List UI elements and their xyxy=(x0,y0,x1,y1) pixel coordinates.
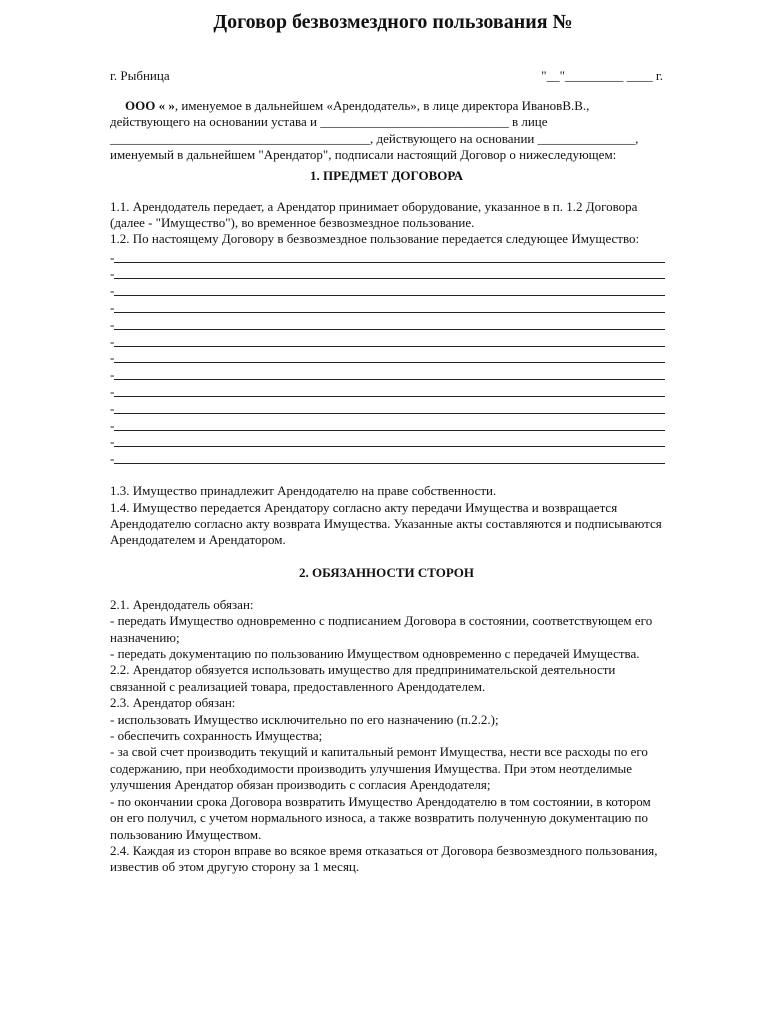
blank-line-rule xyxy=(114,386,665,397)
section-2-paragraph: 2.2. Арендатор обязуется использовать имущество для предпринимательской деятельности связанной с реализацией товара, предоставленного Арендодателем. xyxy=(110,662,616,694)
blank-line-rule xyxy=(114,420,665,431)
blank-line xyxy=(110,248,665,265)
section-2-paragraph: - использовать Имущество исключительно по его назначению (п.2.2.); xyxy=(110,711,499,727)
intro-text: , именуемое в дальнейшем «Арендодатель», в лице директора ИвановВ.В., действующего на основании устава и _____________________________ в лице ________________________________________, действующего на основании _______________, именуемый в дальнейшем "Арендатор", подписали настоящий Договор о нижеследующем: xyxy=(110,98,639,163)
blank-line xyxy=(110,382,665,399)
section-2-body xyxy=(110,597,663,876)
clause-1-2: 1.2. По настоящему Договору в безвозмездное пользование передается следующее Имущество: xyxy=(110,231,640,247)
blank-line-rule xyxy=(114,285,665,296)
blank-line xyxy=(110,349,665,366)
blank-line xyxy=(110,265,665,282)
blank-line-rule xyxy=(114,369,665,380)
section-2-paragraph: - передать документацию по пользованию Имуществом одновременно с передачей Имущества. xyxy=(110,646,640,662)
document-title: Договор безвозмездного пользования № xyxy=(213,11,573,33)
blank-line xyxy=(110,365,665,382)
blank-line xyxy=(110,449,665,466)
blank-line-rule xyxy=(114,319,665,330)
clause-1-4: 1.4. Имущество передается Арендатору согласно акту передачи Имущества и возвращается Арендодателю согласно акту возврата Имущества. Указанные акты составляются и подписываются Арендодателем и Арендатором. xyxy=(110,499,662,548)
section-2-paragraph: - обеспечить сохранность Имущества; xyxy=(110,728,323,744)
blank-line xyxy=(110,281,665,298)
blank-line xyxy=(110,433,665,450)
blank-line-dash: - xyxy=(110,417,115,433)
clause-1-1: 1.1. Арендодатель передает, а Арендатор принимает оборудование, указанное в п. 1.2 Договора (далее - "Имущество"), во временное безвозмездное пользование. xyxy=(110,198,638,231)
blank-line-dash: - xyxy=(110,350,115,366)
blank-line-dash: - xyxy=(110,283,115,299)
blank-line xyxy=(110,332,665,349)
blank-line-rule xyxy=(114,436,665,447)
blank-line-rule xyxy=(114,252,665,263)
blank-line-rule xyxy=(114,268,665,279)
section-1-heading: 1. ПРЕДМЕТ ДОГОВОРА xyxy=(309,167,464,183)
blank-line-dash: - xyxy=(110,266,115,282)
blank-line-rule xyxy=(114,453,665,464)
blank-line xyxy=(110,315,665,332)
clause-1-3: 1.3. Имущество принадлежит Арендодателю на праве собственности. xyxy=(110,483,497,499)
property-blank-lines xyxy=(110,248,663,466)
intro-paragraph xyxy=(110,98,663,164)
section-2-paragraph: - по окончании срока Договора возвратить Имущество Арендодателю в том состоянии, в котором он его получил, с учетом нормального износа, а также возвратить полученную документацию по пользованию Имуществом. xyxy=(110,793,651,842)
blank-line xyxy=(110,298,665,315)
blank-line-dash: - xyxy=(110,451,115,467)
section-2-paragraph: 2.1. Арендодатель обязан: xyxy=(110,596,254,612)
blank-line xyxy=(110,399,665,416)
section-2-heading: 2. ОБЯЗАННОСТИ СТОРОН xyxy=(299,564,474,580)
city: г. Рыбница xyxy=(110,68,170,83)
blank-line-rule xyxy=(114,403,665,414)
place-date-row xyxy=(110,68,663,84)
blank-line-dash: - xyxy=(110,300,115,316)
blank-line-dash: - xyxy=(110,434,115,450)
blank-line-rule xyxy=(114,302,665,313)
blank-line-dash: - xyxy=(110,367,115,383)
blank-line-dash: - xyxy=(110,316,115,332)
blank-line-dash: - xyxy=(110,400,115,416)
section-2-paragraph: - за свой счет производить текущий и капитальный ремонт Имущества, нести все расходы по его содержанию, при необходимости производить улучшения Имущества. При этом неотделимые улучшения Арендатор обязан производить с согласия Арендодателя; xyxy=(110,744,648,793)
blank-line-dash: - xyxy=(110,249,115,265)
section-2-paragraph: 2.3. Арендатор обязан: xyxy=(110,695,236,711)
organization-name: ООО « » xyxy=(125,98,175,113)
blank-line-rule xyxy=(114,336,665,347)
contract-date: "__"_________ ____ г. xyxy=(541,68,663,83)
blank-line xyxy=(110,416,665,433)
blank-line-dash: - xyxy=(110,333,115,349)
section-2-paragraph: 2.4. Каждая из сторон вправе во всякое время отказаться от Договора безвозмездного пользования, известив об этом другую сторону за 1 месяц. xyxy=(110,842,658,875)
blank-line-dash: - xyxy=(110,384,115,400)
section-2-paragraph: - передать Имущество одновременно с подписанием Договора в состоянии, соответствующем его назначению; xyxy=(110,613,653,645)
blank-line-rule xyxy=(114,352,665,363)
